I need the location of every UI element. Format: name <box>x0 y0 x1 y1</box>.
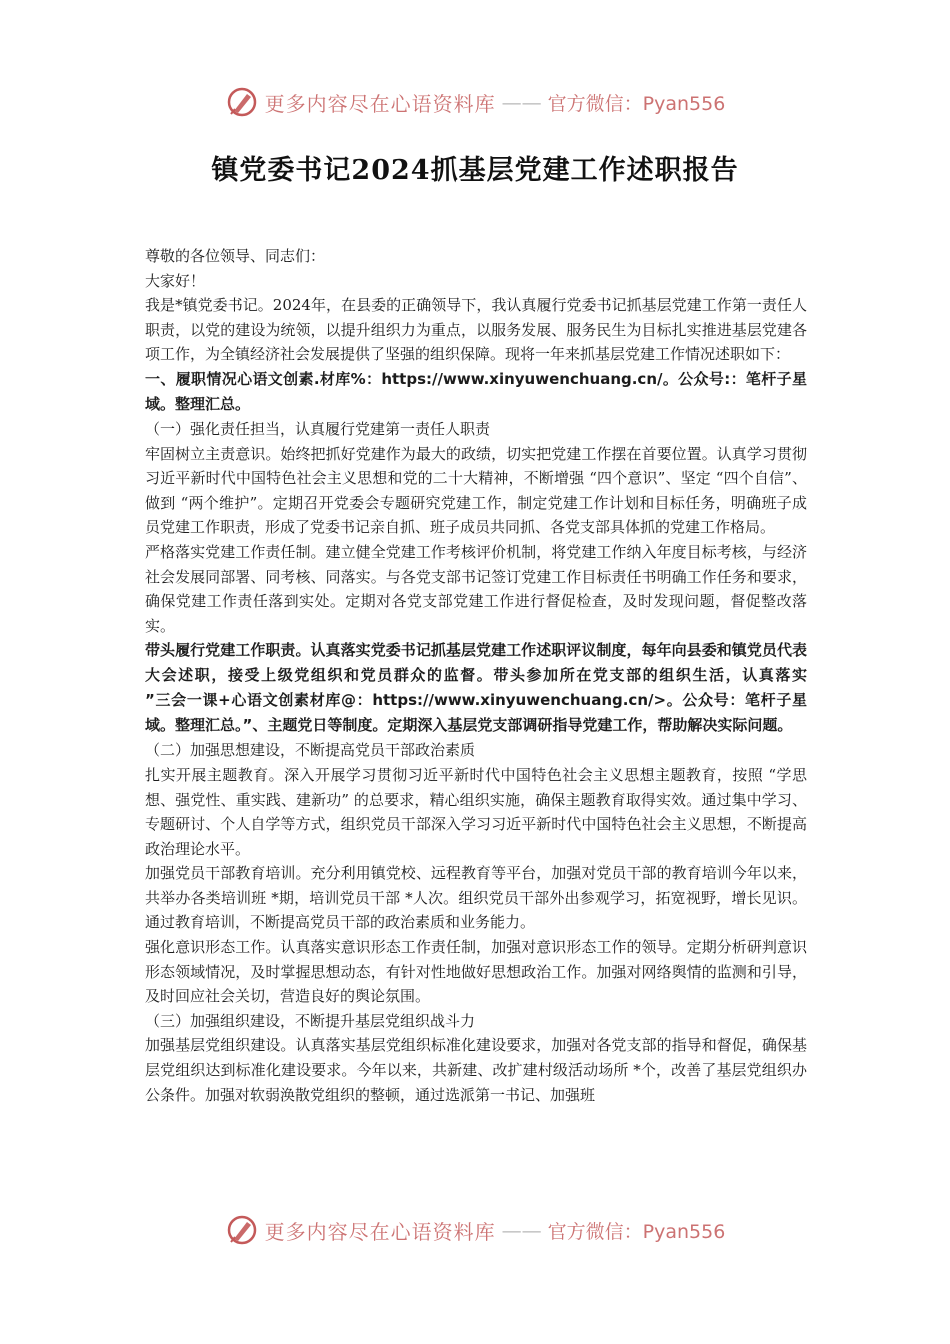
watermark-contact: 官方微信：Pyan556 <box>547 1220 726 1243</box>
pen-logo-icon <box>225 85 259 119</box>
body-paragraph: 严格落实党建工作责任制。建立健全党建工作考核评价机制，将党建工作纳入年度目标考核，与经济社会发展同部署、同考核、同落实。与各党支部书记签订党建工作目标责任书明确工作任务和要求，确保党建工作责任落到实处。定期对各党支部党建工作进行督促检查，及时发现问题，督促整改落实。 <box>145 542 807 635</box>
bold-paragraph-continued: ”三会一课+心语文创素材库@：https://www.xinyuwenchuang.cn/>。公众号：笔杆子星域。整理汇总。”、主题党日等制度。定期深入基层党支部调研指导党建工作，帮助解决实际问题。 <box>145 691 807 735</box>
intro-paragraph: 我是*镇党委书记。2024年，在县委的正确领导下，我认真履行党委书记抓基层党建工作第一责任人职责，以党的建设为统领，以提升组织力为重点，以服务发展、服务民生为目标扎实推进基层党建各项工作，为全镇经济社会发展提供了坚强的组织保障。现将一年来抓基层党建工作情况述职如下： <box>145 296 807 364</box>
page-title: 镇党委书记2024抓基层党建工作述职报告 <box>211 155 739 186</box>
body-paragraph: 强化意识形态工作。认真落实意识形态工作责任制，加强对意识形态工作的领导。定期分析研判意识形态领域情况，及时掌握思想动态，有针对性地做好思想政治工作。加强对网络舆情的监测和引导，及时回应社会关切，营造良好的舆论氛围。 <box>145 938 807 1006</box>
bold-paragraph: 带头履行党建工作职责。认真落实党委书记抓基层党建工作述职评议制度，每年向县委和镇党员代表大会述职，接受上级党组织和党员群众的监督。带头参加所在党支部的组织生活，认真落实 <box>145 641 807 685</box>
subsection-heading-2: （二）加强思想建设，不断提高党员干部政治素质 <box>145 741 476 760</box>
watermark-text: 更多内容尽在心语资料库 <box>264 1219 496 1244</box>
footer-watermark <box>0 1210 950 1250</box>
watermark-separator: —— <box>501 90 542 114</box>
watermark-text: 更多内容尽在心语资料库 <box>264 91 496 116</box>
section-heading-1: 一、履职情况心语文创素.材库%：https://www.xinyuwenchuang.cn/。公众号:：笔杆子星域。整理汇总。 <box>145 369 807 413</box>
subsection-heading-1: （一）强化责任担当，认真履行党建第一责任人职责 <box>145 419 491 438</box>
salutation: 尊敬的各位领导、同志们： <box>145 247 326 265</box>
body-paragraph: 加强基层党组织建设。认真落实基层党组织标准化建设要求，加强对各党支部的指导和督促，确保基层党组织达到标准化建设要求。今年以来，共新建、改扩建村级活动场所 *个，改善了基层党组织办公条件。加强对软弱涣散党组织的整顿，通过选派第一书记、加强班 <box>145 1036 807 1104</box>
body-paragraph: 加强党员干部教育培训。充分利用镇党校、远程教育等平台，加强对党员干部的教育培训今年以来，共举办各类培训班 *期，培训党员干部 *人次。组织党员干部外出参观学习，拓宽视野，增长见识。通过教育培训，不断提高党员干部的政治素质和业务能力。 <box>145 864 807 932</box>
body-paragraph: 扎实开展主题教育。深入开展学习贯彻习近平新时代中国特色社会主义思想主题教育，按照 “学思想、强党性、重实践、建新功” 的总要求，精心组织实施，确保主题教育取得实效。通过集中学习、专题研讨、个人自学等方式，组织党员干部深入学习习近平新时代中国特色社会主义思想，不断提高政治理论水平。 <box>145 765 807 858</box>
body-paragraph: 牢固树立主责意识。始终把抓好党建作为最大的政绩，切实把党建工作摆在首要位置。认真学习贯彻习近平新时代中国特色社会主义思想和党的二十大精神，不断增强 “四个意识”、坚定 “四个自信”、做到 “两个维护”。定期召开党委会专题研究党建工作，制定党建工作计划和目标任务，明确班子成员党建工作职责，形成了党委书记亲自抓、班子成员共同抓、各党支部具体抓的党建工作格局。 <box>145 444 807 537</box>
document-body <box>145 244 807 1107</box>
subsection-heading-3: （三）加强组织建设，不断提升基层党组织战斗力 <box>145 1011 476 1030</box>
pen-logo-icon <box>225 1213 259 1247</box>
watermark-contact: 官方微信：Pyan556 <box>547 92 726 115</box>
header-watermark <box>0 82 950 122</box>
watermark-separator: —— <box>501 1218 542 1242</box>
greeting: 大家好！ <box>145 271 206 290</box>
